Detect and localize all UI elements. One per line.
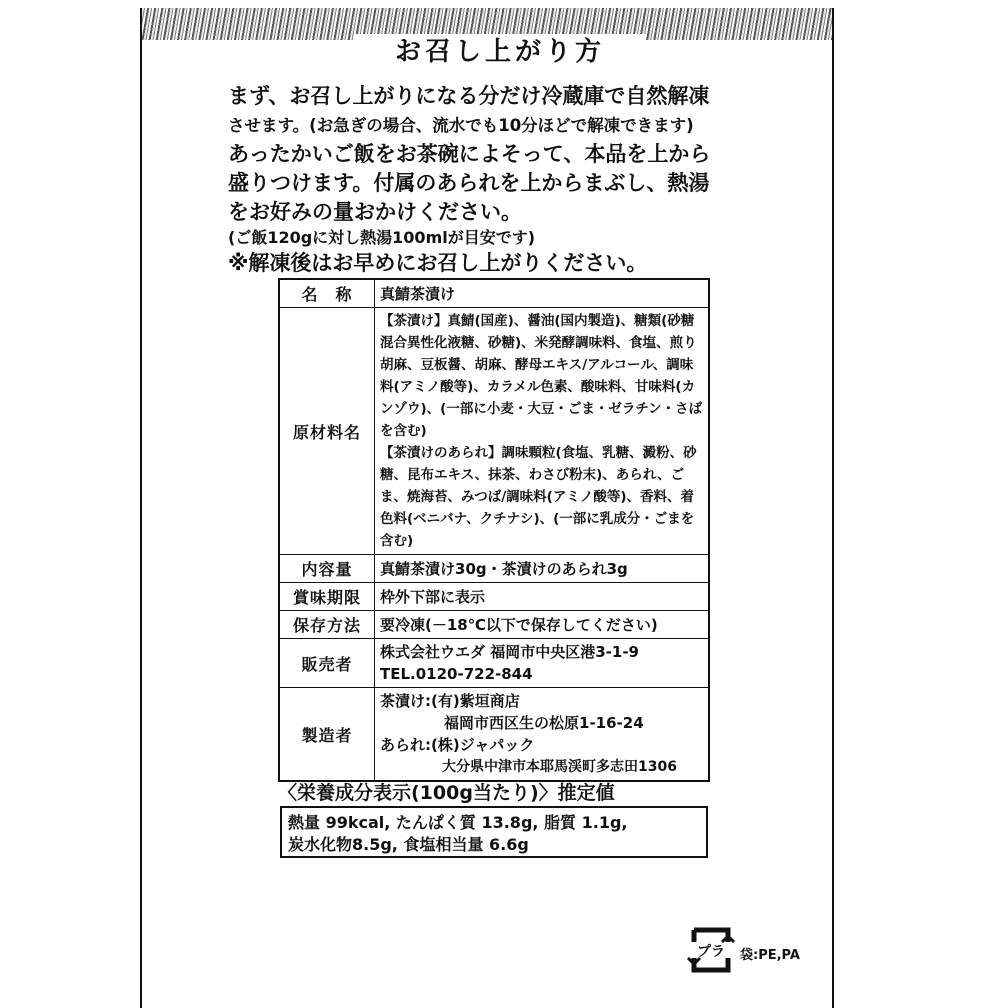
nutrition-title: 〈栄養成分表示(100g当たり)〉推定値: [278, 782, 615, 804]
instructions: [228, 82, 788, 278]
instruction-line-6: (ご飯120gに対し熱湯100mlが目安です): [228, 228, 536, 247]
ingredients-arare: 【茶漬けのあられ】調味顆粒(食塩、乳糖、澱粉、砂糖、昆布エキス、抹茶、わさび粉末)、あられ、ごま、焼海苔、みつば/調味料(アミノ酸等)、香料、着色料(ベニバナ、クチナシ)、(一部に乳成分・ごまを含む): [380, 445, 697, 549]
instruction-line-4: 盛りつけます。付属のあられを上からまぶし、熱湯: [228, 171, 710, 195]
table-row: [279, 279, 709, 308]
table-row: [279, 308, 709, 555]
table-row: [279, 688, 709, 782]
instruction-line-1: まず、お召し上がりになる分だけ冷蔵庫で自然解凍: [228, 84, 710, 108]
page-title: お召し上がり方: [355, 34, 645, 70]
table-row: [279, 583, 709, 611]
table-row: [279, 611, 709, 639]
table-row: [279, 639, 709, 688]
instruction-line-2: させます。(お急ぎの場合、流水でも10分ほどで解凍できます): [228, 116, 694, 135]
seller-value: [375, 639, 710, 688]
maker-chazuke: 茶漬け:(有)紫垣商店: [380, 692, 520, 710]
instruction-line-5: をお好みの量おかけください。: [228, 200, 522, 224]
nutrition-line-2: 炭水化物8.5g, 食塩相当量 6.6g: [288, 835, 529, 854]
seller-address: 株式会社ウエダ 福岡市中央区港3-1-9: [380, 643, 639, 661]
content-label: 内容量: [279, 555, 375, 583]
nutrition-line-1: 熱量 99kcal, たんぱく質 13.8g, 脂質 1.1g,: [288, 813, 628, 832]
maker-value: [375, 688, 710, 782]
storage-value: 要冷凍(－18℃以下で保存してください): [375, 611, 710, 639]
table-row: [279, 555, 709, 583]
ingredients-chazuke: 【茶漬け】真鯖(国産)、醤油(国内製造)、糖類(砂糖混合異性化液糖、砂糖)、米発酵調味料、食塩、煎り胡麻、豆板醤、胡麻、酵母エキス/アルコール、調味料(アミノ酸等)、カラメル色素、酸味料、甘味料(カンゾウ)、(一部に小麦・大豆・ごま・ゼラチン・さばを含む): [380, 313, 703, 439]
content-value: 真鯖茶漬け30g・茶漬けのあられ3g: [375, 555, 710, 583]
ingredients-label: 原材料名: [279, 308, 375, 555]
ingredients-value: [375, 308, 710, 555]
material-label: 袋:PE,PA: [740, 948, 800, 963]
instruction-line-3: あったかいご飯をお茶碗によそって、本品を上から: [228, 142, 711, 166]
plastic-recycle-icon: [684, 922, 738, 978]
product-info-table: [278, 278, 710, 782]
seller-label: 販売者: [279, 639, 375, 688]
name-value: 真鯖茶漬け: [375, 279, 710, 308]
maker-chazuke-address: 福岡市西区生の松原1-16-24: [444, 714, 644, 732]
name-label: 名 称: [279, 279, 375, 308]
expiry-value: 枠外下部に表示: [375, 583, 710, 611]
seller-phone: TEL.0120-722-844: [380, 665, 533, 683]
nutrition-box: [280, 806, 708, 858]
storage-label: 保存方法: [279, 611, 375, 639]
maker-label: 製造者: [279, 688, 375, 782]
recycle-mark-text: プラ: [697, 944, 725, 960]
expiry-label: 賞味期限: [279, 583, 375, 611]
instruction-line-7: ※解凍後はお早めにお召し上がりください。: [228, 251, 648, 275]
maker-arare-address: 大分県中津市本耶馬渓町多志田1306: [442, 759, 677, 775]
maker-arare: あられ:(株)ジャパック: [380, 736, 535, 754]
